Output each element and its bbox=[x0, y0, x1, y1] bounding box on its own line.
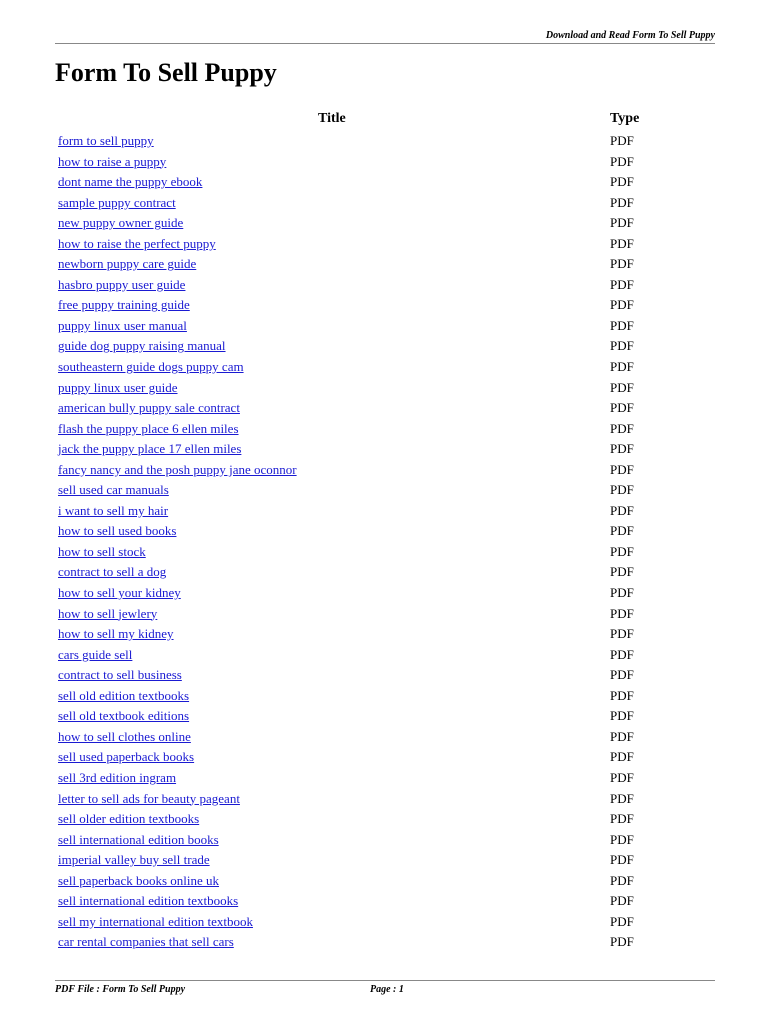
document-title-link[interactable]: how to sell your kidney bbox=[58, 585, 181, 601]
document-title-link[interactable]: sell 3rd edition ingram bbox=[58, 769, 177, 785]
table-row bbox=[0, 152, 770, 173]
table-row bbox=[0, 706, 770, 727]
table-row bbox=[0, 193, 770, 214]
file-type-label: PDF bbox=[610, 790, 634, 806]
table-row bbox=[0, 501, 770, 522]
document-title-link[interactable]: letter to sell ads for beauty pageant bbox=[58, 790, 240, 806]
table-row bbox=[0, 583, 770, 604]
file-type-label: PDF bbox=[610, 585, 634, 601]
table-row bbox=[0, 419, 770, 440]
table-row bbox=[0, 295, 770, 316]
file-type-label: PDF bbox=[610, 749, 634, 765]
file-type-label: PDF bbox=[610, 461, 634, 477]
table-row bbox=[0, 254, 770, 275]
file-type-label: PDF bbox=[610, 482, 634, 498]
file-type-label: PDF bbox=[610, 400, 634, 416]
file-type-label: PDF bbox=[610, 194, 634, 210]
table-row bbox=[0, 768, 770, 789]
file-type-label: PDF bbox=[610, 441, 634, 457]
document-title-link[interactable]: sell my international edition textbook bbox=[58, 913, 253, 929]
document-title-link[interactable]: southeastern guide dogs puppy cam bbox=[58, 359, 244, 375]
table-row bbox=[0, 809, 770, 830]
file-type-label: PDF bbox=[610, 317, 634, 333]
file-type-label: PDF bbox=[610, 667, 634, 683]
document-list bbox=[0, 131, 770, 953]
table-row bbox=[0, 378, 770, 399]
file-type-label: PDF bbox=[610, 893, 634, 909]
file-type-label: PDF bbox=[610, 502, 634, 518]
file-type-label: PDF bbox=[610, 215, 634, 231]
document-title-link[interactable]: free puppy training guide bbox=[58, 297, 190, 313]
table-row bbox=[0, 891, 770, 912]
table-row bbox=[0, 357, 770, 378]
file-type-label: PDF bbox=[610, 297, 634, 313]
file-type-label: PDF bbox=[610, 133, 634, 148]
document-title-link[interactable]: hasbro puppy user guide bbox=[58, 276, 186, 292]
footer-file-label: PDF File : Form To Sell Puppy bbox=[55, 984, 186, 995]
table-row bbox=[0, 645, 770, 666]
footer-divider bbox=[55, 980, 715, 981]
file-type-label: PDF bbox=[610, 379, 634, 395]
table-row bbox=[0, 521, 770, 542]
document-title-link[interactable]: dont name the puppy ebook bbox=[58, 174, 203, 190]
document-title-link[interactable]: how to sell my kidney bbox=[58, 626, 174, 642]
table-row bbox=[0, 747, 770, 768]
document-title-link[interactable]: imperial valley buy sell trade bbox=[58, 852, 210, 868]
document-title-link[interactable]: i want to sell my hair bbox=[58, 502, 169, 518]
table-row bbox=[0, 234, 770, 255]
document-title-link[interactable]: puppy linux user guide bbox=[58, 379, 178, 395]
table-row bbox=[0, 275, 770, 296]
footer-page-number: Page : 1 bbox=[370, 984, 404, 995]
document-title-link[interactable]: sample puppy contract bbox=[58, 194, 176, 210]
table-row bbox=[0, 604, 770, 625]
file-type-label: PDF bbox=[610, 235, 634, 251]
table-row bbox=[0, 213, 770, 234]
file-type-label: PDF bbox=[610, 687, 634, 703]
file-type-label: PDF bbox=[610, 256, 634, 272]
document-title-link[interactable]: flash the puppy place 6 ellen miles bbox=[58, 420, 239, 436]
document-title-link[interactable]: fancy nancy and the posh puppy jane oconnor bbox=[58, 461, 297, 477]
document-title-link[interactable]: newborn puppy care guide bbox=[58, 256, 197, 272]
table-row bbox=[0, 727, 770, 748]
file-type-label: PDF bbox=[610, 769, 634, 785]
column-header-type: Type bbox=[610, 111, 640, 126]
file-type-label: PDF bbox=[610, 852, 634, 868]
table-row bbox=[0, 131, 770, 152]
document-title-link[interactable]: how to raise a puppy bbox=[58, 153, 167, 169]
document-title-link[interactable]: puppy linux user manual bbox=[58, 317, 187, 333]
document-title: Form To Sell Puppy bbox=[55, 58, 277, 87]
document-title-link[interactable]: car rental companies that sell cars bbox=[58, 934, 234, 950]
table-row bbox=[0, 562, 770, 583]
table-row bbox=[0, 316, 770, 337]
table-row bbox=[0, 850, 770, 871]
document-title-link[interactable]: sell used car manuals bbox=[58, 482, 169, 498]
document-title-link[interactable]: contract to sell business bbox=[58, 667, 182, 683]
document-title-link[interactable]: how to raise the perfect puppy bbox=[58, 235, 216, 251]
table-row bbox=[0, 460, 770, 481]
file-type-label: PDF bbox=[610, 153, 634, 169]
file-type-label: PDF bbox=[610, 605, 634, 621]
document-title-link[interactable]: sell international edition textbooks bbox=[58, 893, 239, 909]
file-type-label: PDF bbox=[610, 359, 634, 375]
file-type-label: PDF bbox=[610, 831, 634, 847]
document-title-link[interactable]: how to sell stock bbox=[58, 543, 146, 559]
document-title-link[interactable]: how to sell used books bbox=[58, 523, 177, 539]
table-row bbox=[0, 624, 770, 645]
document-title-link[interactable]: sell older edition textbooks bbox=[58, 811, 200, 827]
page-header-text: Download and Read Form To Sell Puppy bbox=[545, 30, 715, 41]
document-title-link[interactable]: sell used paperback books bbox=[58, 749, 195, 765]
document-title-link[interactable]: new puppy owner guide bbox=[58, 215, 184, 231]
file-type-label: PDF bbox=[610, 872, 634, 888]
table-row bbox=[0, 542, 770, 563]
file-type-label: PDF bbox=[610, 338, 634, 354]
document-title-link[interactable]: sell old edition textbooks bbox=[58, 687, 190, 703]
file-type-label: PDF bbox=[610, 646, 634, 662]
table-row bbox=[0, 871, 770, 892]
table-row bbox=[0, 686, 770, 707]
table-row bbox=[0, 789, 770, 810]
file-type-label: PDF bbox=[610, 934, 634, 950]
table-row bbox=[0, 932, 770, 953]
document-title-link[interactable]: sell old textbook editions bbox=[58, 708, 190, 724]
file-type-label: PDF bbox=[610, 913, 634, 929]
file-type-label: PDF bbox=[610, 564, 634, 580]
file-type-label: PDF bbox=[610, 543, 634, 559]
file-type-label: PDF bbox=[610, 420, 634, 436]
document-title-link[interactable]: cars guide sell bbox=[58, 646, 133, 662]
table-row bbox=[0, 480, 770, 501]
document-title-link[interactable]: form to sell puppy bbox=[58, 133, 154, 148]
column-header-title: Title bbox=[318, 111, 346, 126]
document-title-link[interactable]: contract to sell a dog bbox=[58, 564, 167, 580]
header-divider bbox=[55, 43, 715, 44]
document-title-link[interactable]: how to sell jewlery bbox=[58, 605, 158, 621]
file-type-label: PDF bbox=[610, 626, 634, 642]
table-row bbox=[0, 172, 770, 193]
table-row bbox=[0, 439, 770, 460]
document-title-link[interactable]: american bully puppy sale contract bbox=[58, 400, 240, 416]
document-title-link[interactable]: sell international edition books bbox=[58, 831, 219, 847]
table-row bbox=[0, 336, 770, 357]
file-type-label: PDF bbox=[610, 276, 634, 292]
table-row bbox=[0, 912, 770, 933]
table-row bbox=[0, 830, 770, 851]
file-type-label: PDF bbox=[610, 811, 634, 827]
file-type-label: PDF bbox=[610, 728, 634, 744]
table-row bbox=[0, 398, 770, 419]
table-row bbox=[0, 665, 770, 686]
file-type-label: PDF bbox=[610, 174, 634, 190]
document-title-link[interactable]: sell paperback books online uk bbox=[58, 872, 220, 888]
document-title-link[interactable]: how to sell clothes online bbox=[58, 728, 191, 744]
file-type-label: PDF bbox=[610, 523, 634, 539]
file-type-label: PDF bbox=[610, 708, 634, 724]
document-title-link[interactable]: jack the puppy place 17 ellen miles bbox=[58, 441, 242, 457]
document-title-link[interactable]: guide dog puppy raising manual bbox=[58, 338, 226, 354]
